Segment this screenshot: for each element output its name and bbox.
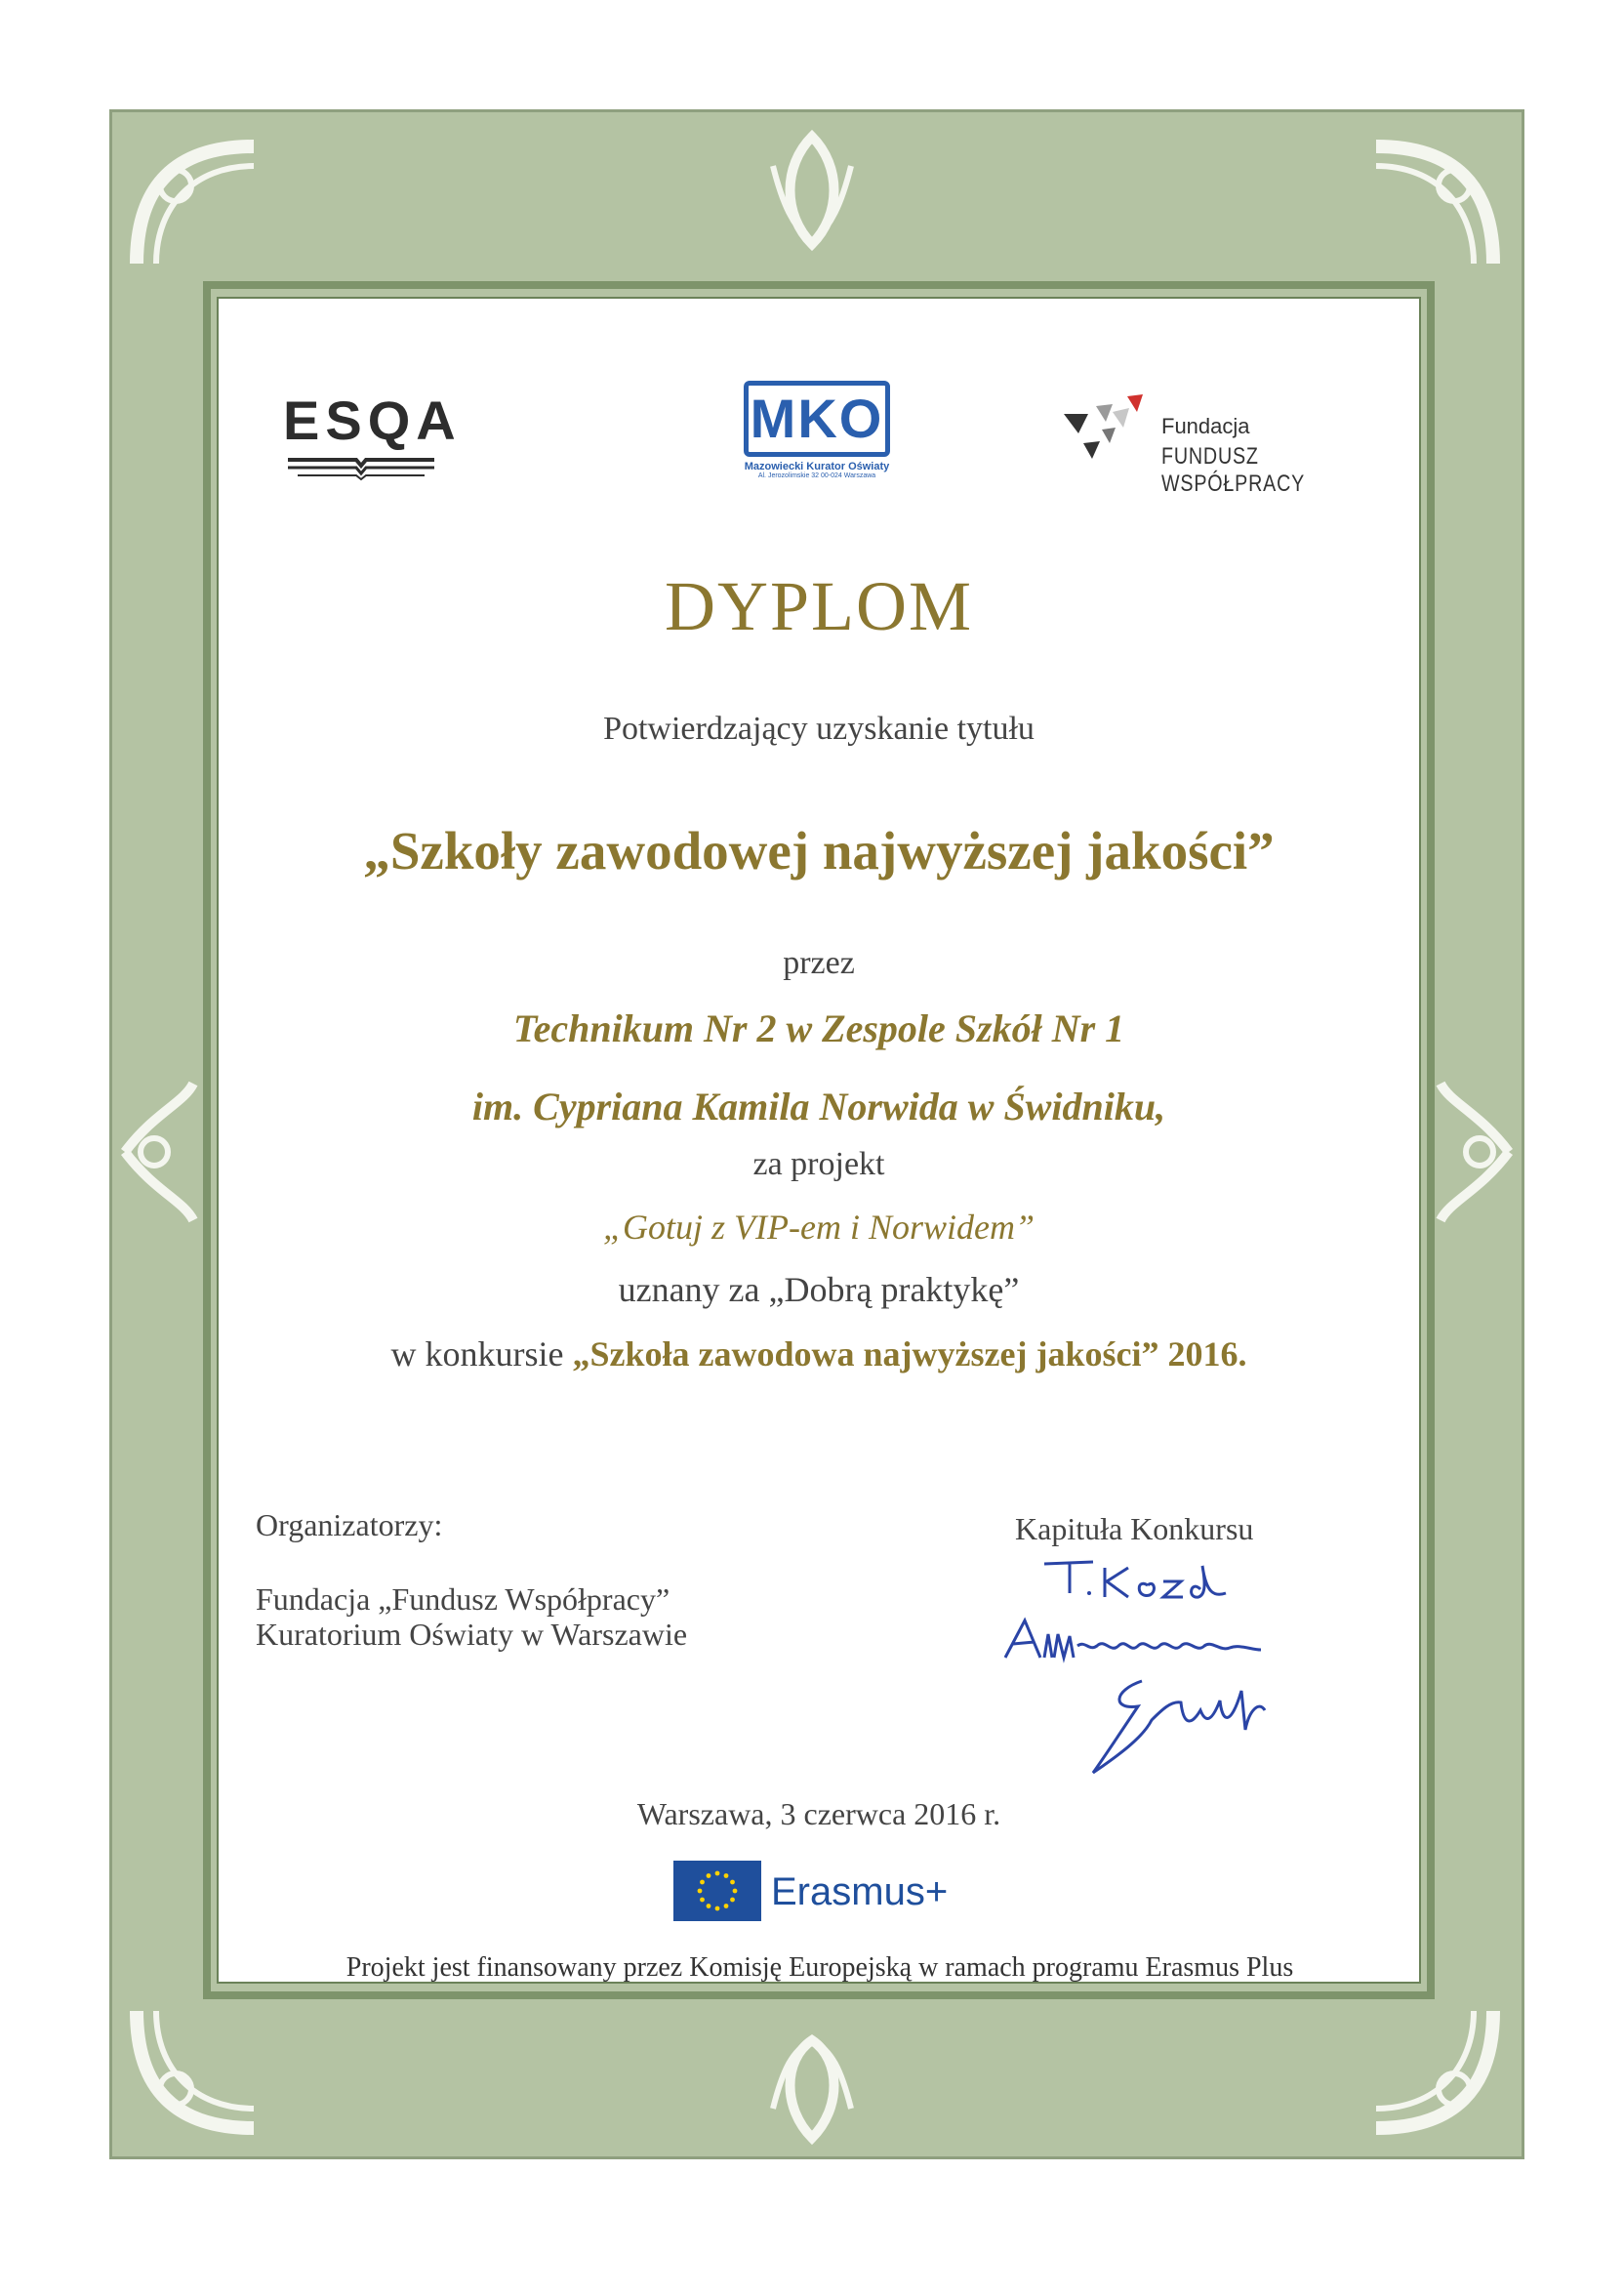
fundacja-logo bbox=[1059, 394, 1381, 497]
school-name-line2: im. Cypriana Kamila Norwida w Świdniku, bbox=[471, 1085, 1166, 1128]
arrows-icon bbox=[1059, 394, 1157, 482]
corner-ornament-top-right bbox=[1357, 127, 1513, 283]
erasmus-label: Erasmus+ bbox=[771, 1870, 949, 1913]
diploma-title: DYPLOM bbox=[664, 567, 974, 645]
book-icon bbox=[283, 452, 439, 481]
left-center-ornament bbox=[115, 1064, 203, 1240]
corner-ornament-top-left bbox=[117, 127, 273, 283]
przez-text: przez bbox=[783, 945, 855, 981]
top-center-ornament bbox=[753, 127, 871, 254]
diploma-subtitle: Potwierdzający uzyskanie tytułu bbox=[603, 711, 1035, 747]
award-title: „Szkoły zawodowej najwyższej jakości” bbox=[363, 821, 1275, 881]
jury-label: Kapituła Konkursu bbox=[1015, 1511, 1254, 1546]
signature-michalowska-image bbox=[995, 1611, 1288, 1669]
signature-kozak-image bbox=[1035, 1550, 1269, 1609]
corner-ornament-bottom-left bbox=[117, 1991, 273, 2148]
mko-logo bbox=[734, 381, 900, 498]
signature-michalowska bbox=[995, 1611, 1288, 1669]
esqa-logo-text: ESQA bbox=[283, 390, 462, 451]
erasmus-logo bbox=[673, 1861, 986, 1923]
eu-flag-icon bbox=[673, 1861, 761, 1921]
mko-name: Mazowiecki Kurator Oświaty bbox=[744, 461, 890, 472]
recognition-text: uznany za „Dobrą praktykę” bbox=[618, 1270, 1020, 1309]
organizer-line2: Kuratorium Oświaty w Warszawie bbox=[256, 1617, 688, 1652]
contest-line bbox=[217, 1333, 1421, 1374]
funding-footer: Projekt jest finansowany przez Komisję Europejską w ramach programu Erasmus Plus bbox=[345, 1952, 1294, 1983]
fundacja-label: Fundacja bbox=[1161, 414, 1250, 438]
organizers-label: Organizatorzy: bbox=[256, 1507, 443, 1542]
contest-prefix: w konkursie bbox=[390, 1334, 564, 1374]
za-projekt-text: za projekt bbox=[752, 1146, 885, 1182]
date-line: Warszawa, 3 czerwca 2016 r. bbox=[636, 1796, 1001, 1831]
signature-third-image bbox=[1074, 1671, 1288, 1779]
project-name: „Gotuj z VIP-em i Norwidem” bbox=[602, 1208, 1035, 1247]
corner-ornament-bottom-right bbox=[1357, 1991, 1513, 2148]
school-name-line1: Technikum Nr 2 w Zespole Szkół Nr 1 bbox=[512, 1006, 1125, 1050]
signature-third bbox=[1074, 1671, 1288, 1779]
contest-name: „Szkoła zawodowa najwyższej jakości” bbox=[572, 1334, 1159, 1374]
signature-kozak bbox=[1035, 1550, 1269, 1609]
mko-mark: MKO bbox=[744, 381, 890, 457]
bottom-center-ornament bbox=[753, 2030, 871, 2148]
right-center-ornament bbox=[1431, 1064, 1519, 1240]
organizer-line1: Fundacja „Fundusz Współpracy” bbox=[256, 1581, 670, 1617]
mko-address: Al. Jerozolimskie 32 00-024 Warszawa bbox=[757, 472, 876, 479]
fundacja-name: FUNDUSZ WSPÓŁPRACY bbox=[1161, 443, 1306, 497]
esqa-logo bbox=[283, 389, 462, 486]
contest-year: 2016. bbox=[1167, 1334, 1247, 1374]
